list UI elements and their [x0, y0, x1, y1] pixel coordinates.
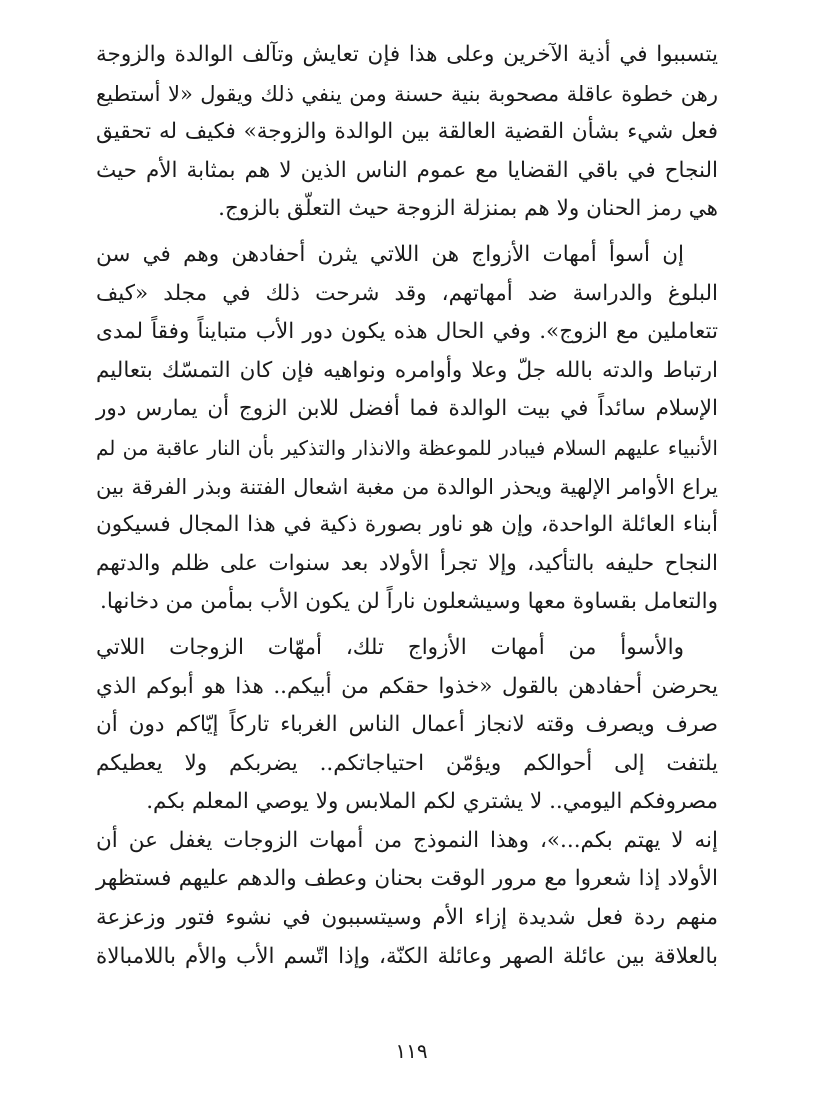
- text-line: البلوغ والدراسة ضد أمهاتهم، وقد شرحت ذلك في مجلد «كيف: [96, 280, 718, 306]
- text-line: رهن خطوة عاقلة مصحوبة بنية حسنة ومن ينفي ذلك ويقول «لا أستطيع: [96, 81, 718, 106]
- body-text: [96, 36, 718, 983]
- text-line: النجاح حليفه بالتأكيد، وإلا تجرأ الأولاد بعد سنوات على ظلم والدتهم: [96, 550, 718, 576]
- text-line: الأولاد إذا شعروا مع مرور الوقت بحنان وعطف والدهم عليهم فستظهر: [96, 866, 718, 892]
- text-line: والتعامل بقساوة معها وسيشعلون ناراً لن يكون الأب بمأمن من دخانها.: [100, 589, 718, 615]
- text-line: إنه لا يهتم بكم...»، وهذا النموذج من أمهات الزوجات يغفل عن أن: [96, 827, 718, 853]
- text-line: صرف ويصرف وقته لانجاز أعمال الناس الغرباء تاركاً إيّاكم دون أن: [96, 712, 718, 738]
- text-line: يراع الأوامر الإلهية ويحذر الوالدة من مغبة اشعال الفتنة وبذر الفرقة بين: [96, 474, 718, 499]
- page-number: ١١٩: [395, 1039, 428, 1063]
- text-line: النجاح في باقي القضايا مع عموم الناس الذين لا هم بمثابة الأم حيث: [96, 157, 718, 183]
- text-line: يلتفت إلى أحوالكم ويؤمّن احتياجاتكم.. يضربكم ولا يعطيكم: [96, 750, 718, 776]
- text-line: يتسببوا في أذية الآخرين وعلى هذا فإن تعايش وتآلف الوالدة والزوجة: [96, 42, 718, 67]
- text-line: أبناء العائلة الواحدة، وإن هو ناور بصورة ذكية في هذا المجال فسيكون: [96, 512, 718, 538]
- text-line: الإسلام سائداً في بيت الوالدة فما أفضل للابن الزوج أن يمارس دور: [96, 396, 718, 422]
- text-line: الأنبياء عليهم السلام فيبادر للموعظة والانذار والتذكير بأن النار عاقبة من لم: [96, 435, 718, 460]
- text-line: تتعاملين مع الزوج». وفي الحال هذه يكون دور الأب متبايناً وفقاً لمدى: [96, 319, 718, 345]
- text-line: فعل شيء بشأن القضية العالقة بين الوالدة والزوجة» فكيف له تحقيق: [96, 119, 718, 145]
- text-line: يحرضن أحفادهن بالقول «خذوا حقكم من أبيكم.. هذا هو أبوكم الذي: [96, 673, 718, 699]
- text-line: منهم ردة فعل شديدة إزاء الأم وسيتسببون في نشوء فتور وزعزعة: [96, 905, 718, 931]
- text-line: هي رمز الحنان ولا هم بمنزلة الزوجة حيث التعلّق بالزوج.: [218, 196, 718, 222]
- text-line: مصروفكم اليومي.. لا يشتري لكم الملابس ولا يوصي المعلم بكم.: [146, 789, 718, 815]
- text-line: إن أسوأ أمهات الأزواج هن اللاتي يثرن أحفادهن وهم في سن: [96, 241, 684, 267]
- paragraph-1: [96, 36, 718, 229]
- text-line: والأسوأ من أمهات الأزواج تلك، أمهّات الزوجات اللاتي: [96, 634, 684, 660]
- paragraph-2: [96, 236, 718, 622]
- text-line: بالعلاقة بين عائلة الصهر وعائلة الكنّة، وإذا اتّسم الأب والأم باللامبالاة: [96, 943, 718, 969]
- paragraph-3: [96, 629, 718, 976]
- text-line: ارتباط والدته بالله جلّ وعلا وأوامره ونواهيه فإن كان التمسّك بتعاليم: [96, 357, 718, 383]
